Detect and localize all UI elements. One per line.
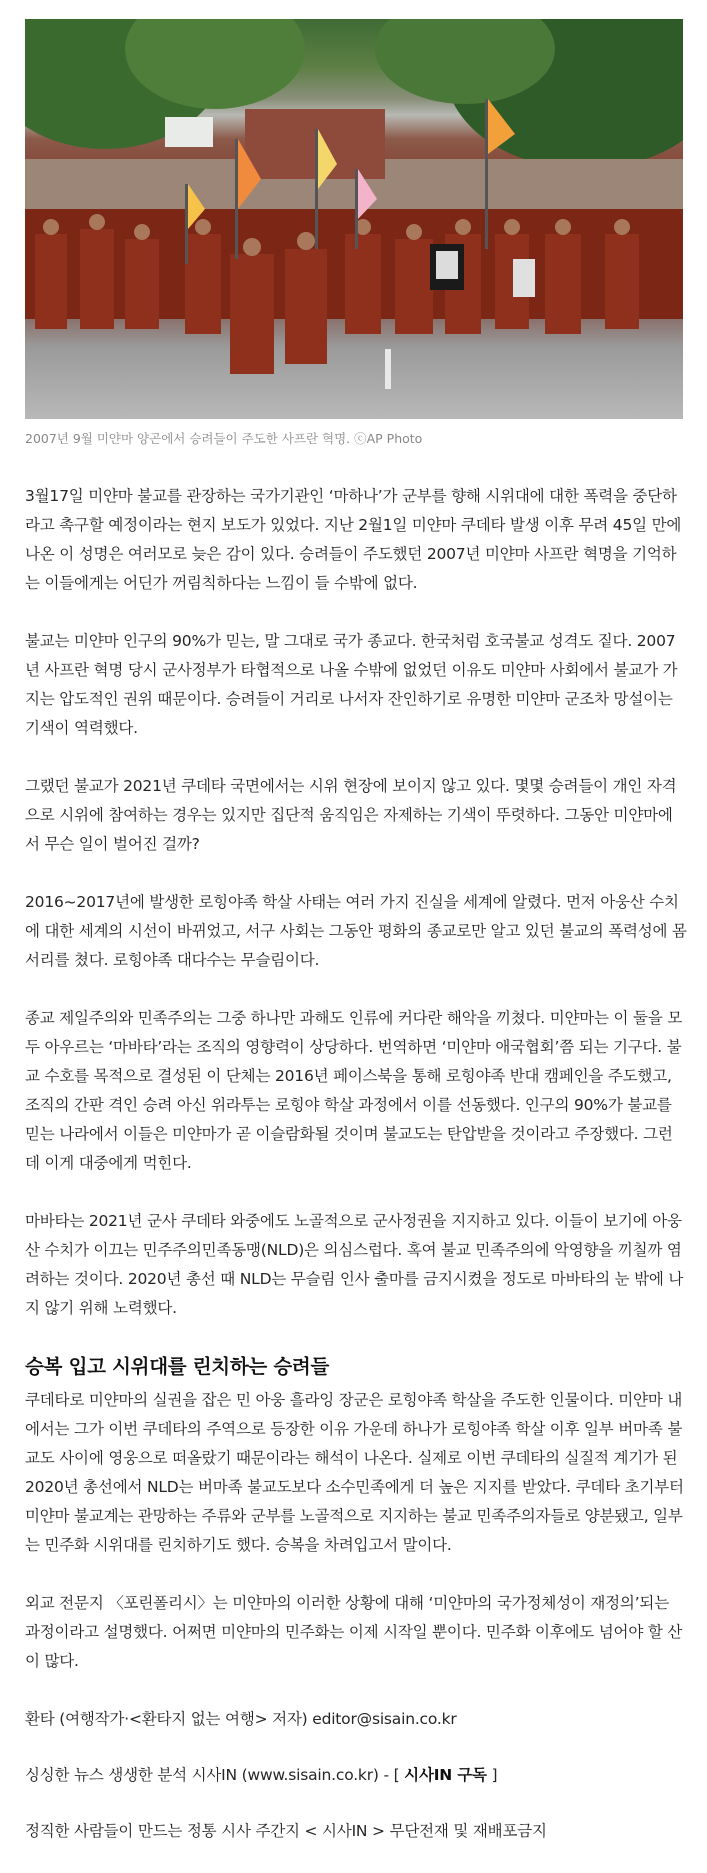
photo-caption: 2007년 9월 미얀마 양곤에서 승려들이 주도한 사프란 혁명. ⓒAP Photo bbox=[25, 431, 423, 446]
paragraph-2: 불교는 미얀마 인구의 90%가 믿는, 말 그대로 국가 종교다. 한국처럼 호국불교 성격도 짙다. 2007년 사프란 혁명 당시 군사정부가 타협적으로 나올 수밖에 없었던 이유도 미얀마 사회에서 불교가 가지는 압도적인 권위 때문이다. 승려들이 거리로 나서자 잔인하기로 유명한 미얀마 군조차 망설이는 기색이 역력했다. bbox=[25, 632, 678, 737]
section-subheading: 승복 입고 시위대를 린치하는 승려들 bbox=[25, 1355, 330, 1378]
article-figure bbox=[25, 19, 683, 448]
paragraph-5: 종교 제일주의와 민족주의는 그중 하나만 과해도 인류에 커다란 해악을 끼쳤다. 미얀마는 이 둘을 모두 아우르는 ‘마바타’라는 조직의 영향력이 상당하다. 번역하면 ‘미얀마 애국협회’쯤 되는 기구다. 불교 수호를 목적으로 결성된 이 단체는 2016년 페이스북을 통해 로힝야족 반대 캠페인을 주도했고, 조직의 간판 격인 승려 아신 위라투는 로힝야 학살 과정에서 이를 선동했다. 인구의 90%가 불교를 믿는 나라에서 이들은 미얀마가 곧 이슬람화될 것이며 불교도는 탄압받을 것이라고 주장했다. 그런데 이게 대중에게 먹힌다. bbox=[25, 1009, 683, 1172]
paragraph-4: 2016~2017년에 발생한 로힝야족 학살 사태는 여러 가지 진실을 세계에 알렸다. 먼저 아웅산 수치에 대한 세계의 시선이 바뀌었고, 서구 사회는 그동안 평화의 종교로만 알고 있던 불교의 폭력성에 몸서리를 쳤다. 로힝야족 대다수는 무슬림이다. bbox=[25, 893, 687, 969]
paragraph-1: 3월17일 미얀마 불교를 관장하는 국가기관인 ‘마하나’가 군부를 향해 시위대에 대한 폭력을 중단하라고 촉구할 예정이라는 현지 보도가 있었다. 지난 2월1일 미얀마 쿠데타 발생 이후 무려 45일 만에 나온 이 성명은 여러모로 늦은 감이 있다. 승려들이 주도했던 2007년 미얀마 사프란 혁명을 기억하는 이들에게는 어딘가 꺼림칙하다는 느낌이 들 수밖에 없다. bbox=[25, 487, 682, 592]
paragraph-8: 외교 전문지 〈포린폴리시〉는 미얀마의 이러한 상황에 대해 ‘미얀마의 국가정체성이 재정의’되는 과정이라고 설명했다. 어쩌면 미얀마의 민주화는 이제 시작일 뿐이다. 민주화 이후에도 넘어야 할 산이 많다. bbox=[25, 1594, 683, 1670]
promo-line bbox=[25, 1761, 687, 1790]
copyright-notice: 정직한 사람들이 만드는 정통 시사 주간지 < 시사IN > 무단전재 및 재배포금지 bbox=[25, 1822, 547, 1840]
photo-illustration bbox=[25, 19, 683, 419]
monks-protest-photo bbox=[25, 19, 683, 419]
promo-text: 싱싱한 뉴스 생생한 분석 시사IN (www.sisain.co.kr) - [ bbox=[25, 1766, 400, 1784]
paragraph-6: 마바타는 2021년 군사 쿠데타 와중에도 노골적으로 군사정권을 지지하고 있다. 이들이 보기에 아웅산 수치가 이끄는 민주주의민족동맹(NLD)은 의심스럽다. 혹여 불교 민족주의에 악영향을 끼칠까 염려하는 것이다. 2020년 총선 때 NLD는 무슬림 인사 출마를 금지시켰을 정도로 마바타의 눈 밖에 나지 않기 위해 노력했다. bbox=[25, 1212, 684, 1317]
article-body bbox=[25, 482, 687, 1873]
promo-close: ] bbox=[491, 1766, 498, 1784]
subscribe-link[interactable]: 시사IN 구독 bbox=[404, 1766, 487, 1784]
paragraph-7: 쿠데타로 미얀마의 실권을 잡은 민 아웅 흘라잉 장군은 로힝야족 학살을 주도한 인물이다. 미얀마 내에서는 그가 이번 쿠데타의 주역으로 등장한 이유 가운데 하나가 로힝야족 학살 이후 일부 버마족 불교도 사이에 영웅으로 떠올랐기 때문이라는 해석이 나온다. 실제로 이번 쿠데타의 실질적 계기가 된 2020년 총선에서 NLD는 버마족 불교도보다 소수민족에게 더 높은 지지를 받았다. 쿠데타 초기부터 미얀마 불교계는 관망하는 주류와 군부를 노골적으로 지지하는 불교 민족주의자들로 양분됐고, 일부는 민주화 시위대를 린치하기도 했다. 승복을 차려입고서 말이다. bbox=[25, 1391, 684, 1554]
paragraph-3: 그랬던 불교가 2021년 쿠데타 국면에서는 시위 현장에 보이지 않고 있다. 몇몇 승려들이 개인 자격으로 시위에 참여하는 경우는 있지만 집단적 움직임은 자제하는 기색이 뚜렷하다. 그동안 미얀마에서 무슨 일이 벌어진 걸까? bbox=[25, 777, 677, 853]
byline: 환타 (여행작가·<환타지 없는 여행> 저자) editor@sisain.co.kr bbox=[25, 1710, 457, 1728]
